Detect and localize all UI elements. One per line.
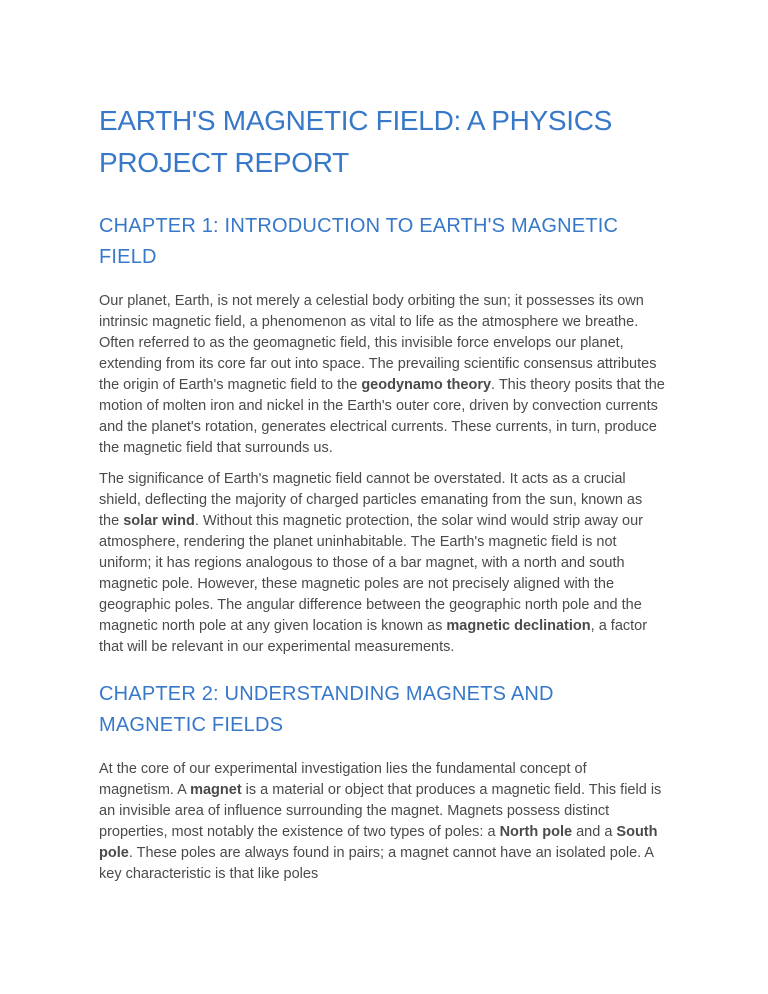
bold-term: solar wind xyxy=(123,513,195,529)
paragraph xyxy=(99,759,665,885)
paragraph xyxy=(99,291,665,459)
bold-term: magnetic declination xyxy=(446,618,591,634)
chapter-heading: CHAPTER 1: INTRODUCTION TO EARTH'S MAGNETIC FIELD xyxy=(99,215,619,268)
bold-term: South pole xyxy=(99,824,658,861)
bold-term: geodynamo theory xyxy=(361,377,492,393)
text-run: The significance of Earth's magnetic field cannot be overstated. It acts as a crucial shield, deflecting the majority of charged particles emanating from the sun, known as the xyxy=(99,471,643,529)
bold-term: North pole xyxy=(499,824,573,840)
chapter-heading: CHAPTER 2: UNDERSTANDING MAGNETS AND MAGNETIC FIELDS xyxy=(99,683,554,736)
text-run: . This theory posits that the motion of molten iron and nickel in the Earth's outer core, driven by convection currents and the planet's rotation, generates electrical currents. These currents, in turn, produce the magnetic field that surrounds us. xyxy=(99,377,665,456)
text-run: and a xyxy=(572,824,617,840)
text-run: . These poles are always found in pairs; a magnet cannot have an isolated pole. A key characteristic is that like poles xyxy=(99,845,654,882)
document-title: EARTH'S MAGNETIC FIELD: A PHYSICS PROJECT REPORT xyxy=(99,105,613,178)
document-body xyxy=(99,211,669,885)
text-run: At the core of our experimental investigation lies the fundamental concept of magnetism. A xyxy=(99,761,587,798)
text-run: , a factor that will be relevant in our experimental measurements. xyxy=(99,618,648,655)
bold-term: magnet xyxy=(190,782,242,798)
text-run: Our planet, Earth, is not merely a celestial body orbiting the sun; it possesses its own intrinsic magnetic field, a phenomenon as vital to life as the atmosphere we breathe. Often referred to as the geomagnetic field, this invisible force envelops our planet, extending from its core far out into space. The prevailing scientific consensus attributes the origin of Earth's magnetic field to the xyxy=(99,293,657,393)
text-run: . Without this magnetic protection, the solar wind would strip away our atmosphere, rendering the planet uninhabitable. The Earth's magnetic field is not uniform; it has regions analogous to those of a bar magnet, with a north and south magnetic pole. However, these magnetic poles are not precisely aligned with the geographic poles. The angular difference between the geographic north pole and the magnetic north pole at any given location is known as xyxy=(99,513,644,634)
paragraph xyxy=(99,469,665,658)
text-run: is a material or object that produces a magnetic field. This field is an invisible area of influence surrounding the magnet. Magnets possess distinct properties, most notably the existence of two types of poles: a xyxy=(99,782,662,840)
